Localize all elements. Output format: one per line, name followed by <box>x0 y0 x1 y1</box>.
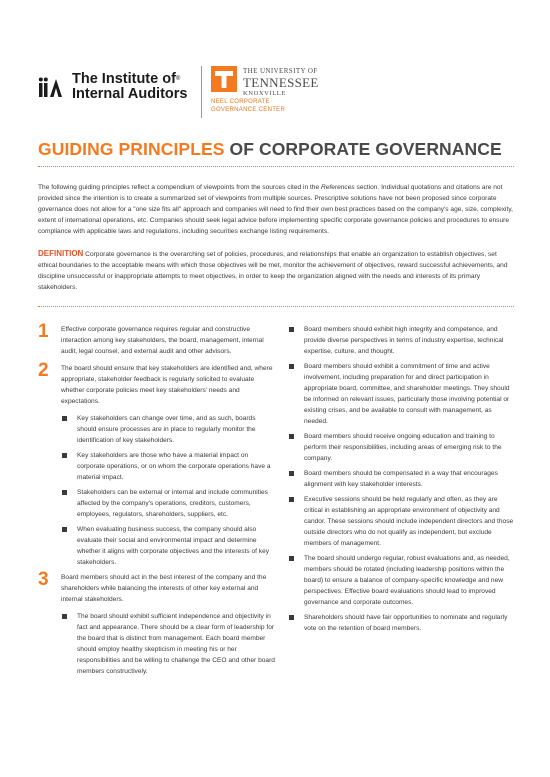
ut-governance-center <box>211 99 285 114</box>
principle-text: The board should ensure that key stakeholders are identified and, where appropriate, stakeholder feedback is regularly solicited to evaluate whether corporate policies meet key stakeholders' needs and expectations. <box>61 365 273 405</box>
definition-label: DEFINITION <box>38 249 84 258</box>
divider-top <box>38 166 514 167</box>
principle-text: Effective corporate governance requires regular and constructive interaction among key stakeholders, the board, management, internal audit, legal counsel, and external audit and other advisors. <box>61 326 264 355</box>
list-item: Board members should be compensated in a way that encourages alignment with key stakeholder interests. <box>288 468 516 490</box>
list-item: Board members should exhibit high integrity and competence, and provide diverse perspectives in terms of industry expertise, technical expertise, culture, and thought. <box>288 324 516 357</box>
intro-before: The following guiding principles reflect a compendium of viewpoints from the sources cited in the <box>38 184 321 191</box>
principle-1 <box>38 321 276 357</box>
iia-registered-mark: ® <box>175 76 181 82</box>
list-item: The board should exhibit sufficient independence and objectivity in fact and appearance. There should be a clear form of leadership for the board that is distinct from management. Each board member should employ healthy skepticism in meeting his or her responsibilities and be willing to challenge the CEO and other board members constructively. <box>61 611 276 677</box>
header-divider <box>201 66 202 118</box>
intro-references: References <box>320 184 355 191</box>
list-item: Board members should receive ongoing education and training to perform their responsibilities, including areas of emerging risk to the company. <box>288 431 516 464</box>
right-column <box>288 324 516 638</box>
list-item: Stakeholders can be external or internal and include communities affected by the company's operations, creditors, customers, employees, regulators, shareholders, suppliers, etc. <box>61 487 276 520</box>
list-item: When evaluating business success, the company should also evaluate their social and environmental impact and determine whether it aligns with corporate objectives and the interests of key stakeholders. <box>61 524 276 568</box>
ut-power-t-icon <box>211 66 237 92</box>
iia-name <box>72 72 187 102</box>
iia-name-line1: The Institute of <box>72 71 176 87</box>
intro-after: section. Individual quotations and citations are not provided since the intention is to create a summarized set of viewpoints from multiple sources. Prescriptive solutions have not been proposed since corporate governance does not allow for a "one size fits all" approach and companies will need to find their own best practices based on the company's age, size, complexity, extent of international operations, etc. Companies should seek legal advice before implementing specific corporate governance policies and procedures to ensure compliance with applicable laws and regulations, including securities exchange listing requirements. <box>38 184 513 235</box>
principle-2 <box>38 360 276 407</box>
iia-name-line2: Internal Auditors <box>72 86 188 102</box>
list-item: Board members should exhibit a commitment of time and active involvement, including preparation for and direct participation in appropriate board, committee, and shareholder meetings. They should be informed on relevant issues, particularly those involving potential or existing crises, and be available to consult with management, as needed. <box>288 361 516 427</box>
intro-paragraph <box>38 182 516 237</box>
definition-paragraph <box>38 248 516 293</box>
list-item: The board should undergo regular, robust evaluations and, as needed, members should be rotated (including leadership positions within the board) to ensure a balance of company-specific knowledge and new perspectives. Effective board evaluations should lead to improved governance and corporate outcomes. <box>288 553 516 608</box>
title-part2: OF CORPORATE GOVERNANCE <box>229 139 502 159</box>
page-title <box>38 139 502 160</box>
divider-mid <box>38 306 514 307</box>
definition-text: Corporate governance is the overarching set of policies, procedures, and relationships that enable an organization to establish objectives, set ethical boundaries to the acceptable means with which those objectives will be met, monitor the achievement of objectives, reward successful achievements, and discipline unsuccessful or inappropriate attempts to meet objectives, in order to keep the organization aligned with the needs and interests of its primary stakeholders. <box>38 251 508 291</box>
principle-number: 3 <box>38 569 49 590</box>
title-part1: GUIDING PRINCIPLES <box>38 139 225 159</box>
iia-logo-icon <box>38 74 66 102</box>
list-item: Shareholders should have fair opportunities to nominate and regularly vote on the retention of board members. <box>288 612 516 634</box>
ut-the-university-of: THE UNIVERSITY OF <box>243 67 318 75</box>
left-column <box>38 321 276 681</box>
ut-center-line1: NEEL CORPORATE <box>211 99 270 105</box>
ut-tennessee: TENNESSEE <box>243 75 319 90</box>
ut-knoxville: KNOXVILLE <box>243 90 286 97</box>
list-item: Key stakeholders can change over time, and as such, boards should ensure processes are in place to regularly monitor the identification of key stakeholders. <box>61 413 276 446</box>
principle-text: Board members should act in the best interest of the company and the shareholders while balancing the interests of other key external and internal stakeholders. <box>61 574 267 603</box>
list-item: Executive sessions should be held regularly and often, as they are critical in establishing an appropriate environment of objectivity and candor. These sessions should include independent directors and those outside directors who do not qualify as independent, but exclude members of management. <box>288 494 516 549</box>
list-item: Key stakeholders are those who have a material impact on corporate operations, or on whom the corporate operations have a material impact. <box>61 450 276 483</box>
ut-center-line2: GOVERNANCE CENTER <box>211 106 286 113</box>
principle-3 <box>38 569 276 605</box>
header <box>38 66 338 118</box>
principle-number: 1 <box>38 321 49 342</box>
principle-number: 2 <box>38 360 49 381</box>
